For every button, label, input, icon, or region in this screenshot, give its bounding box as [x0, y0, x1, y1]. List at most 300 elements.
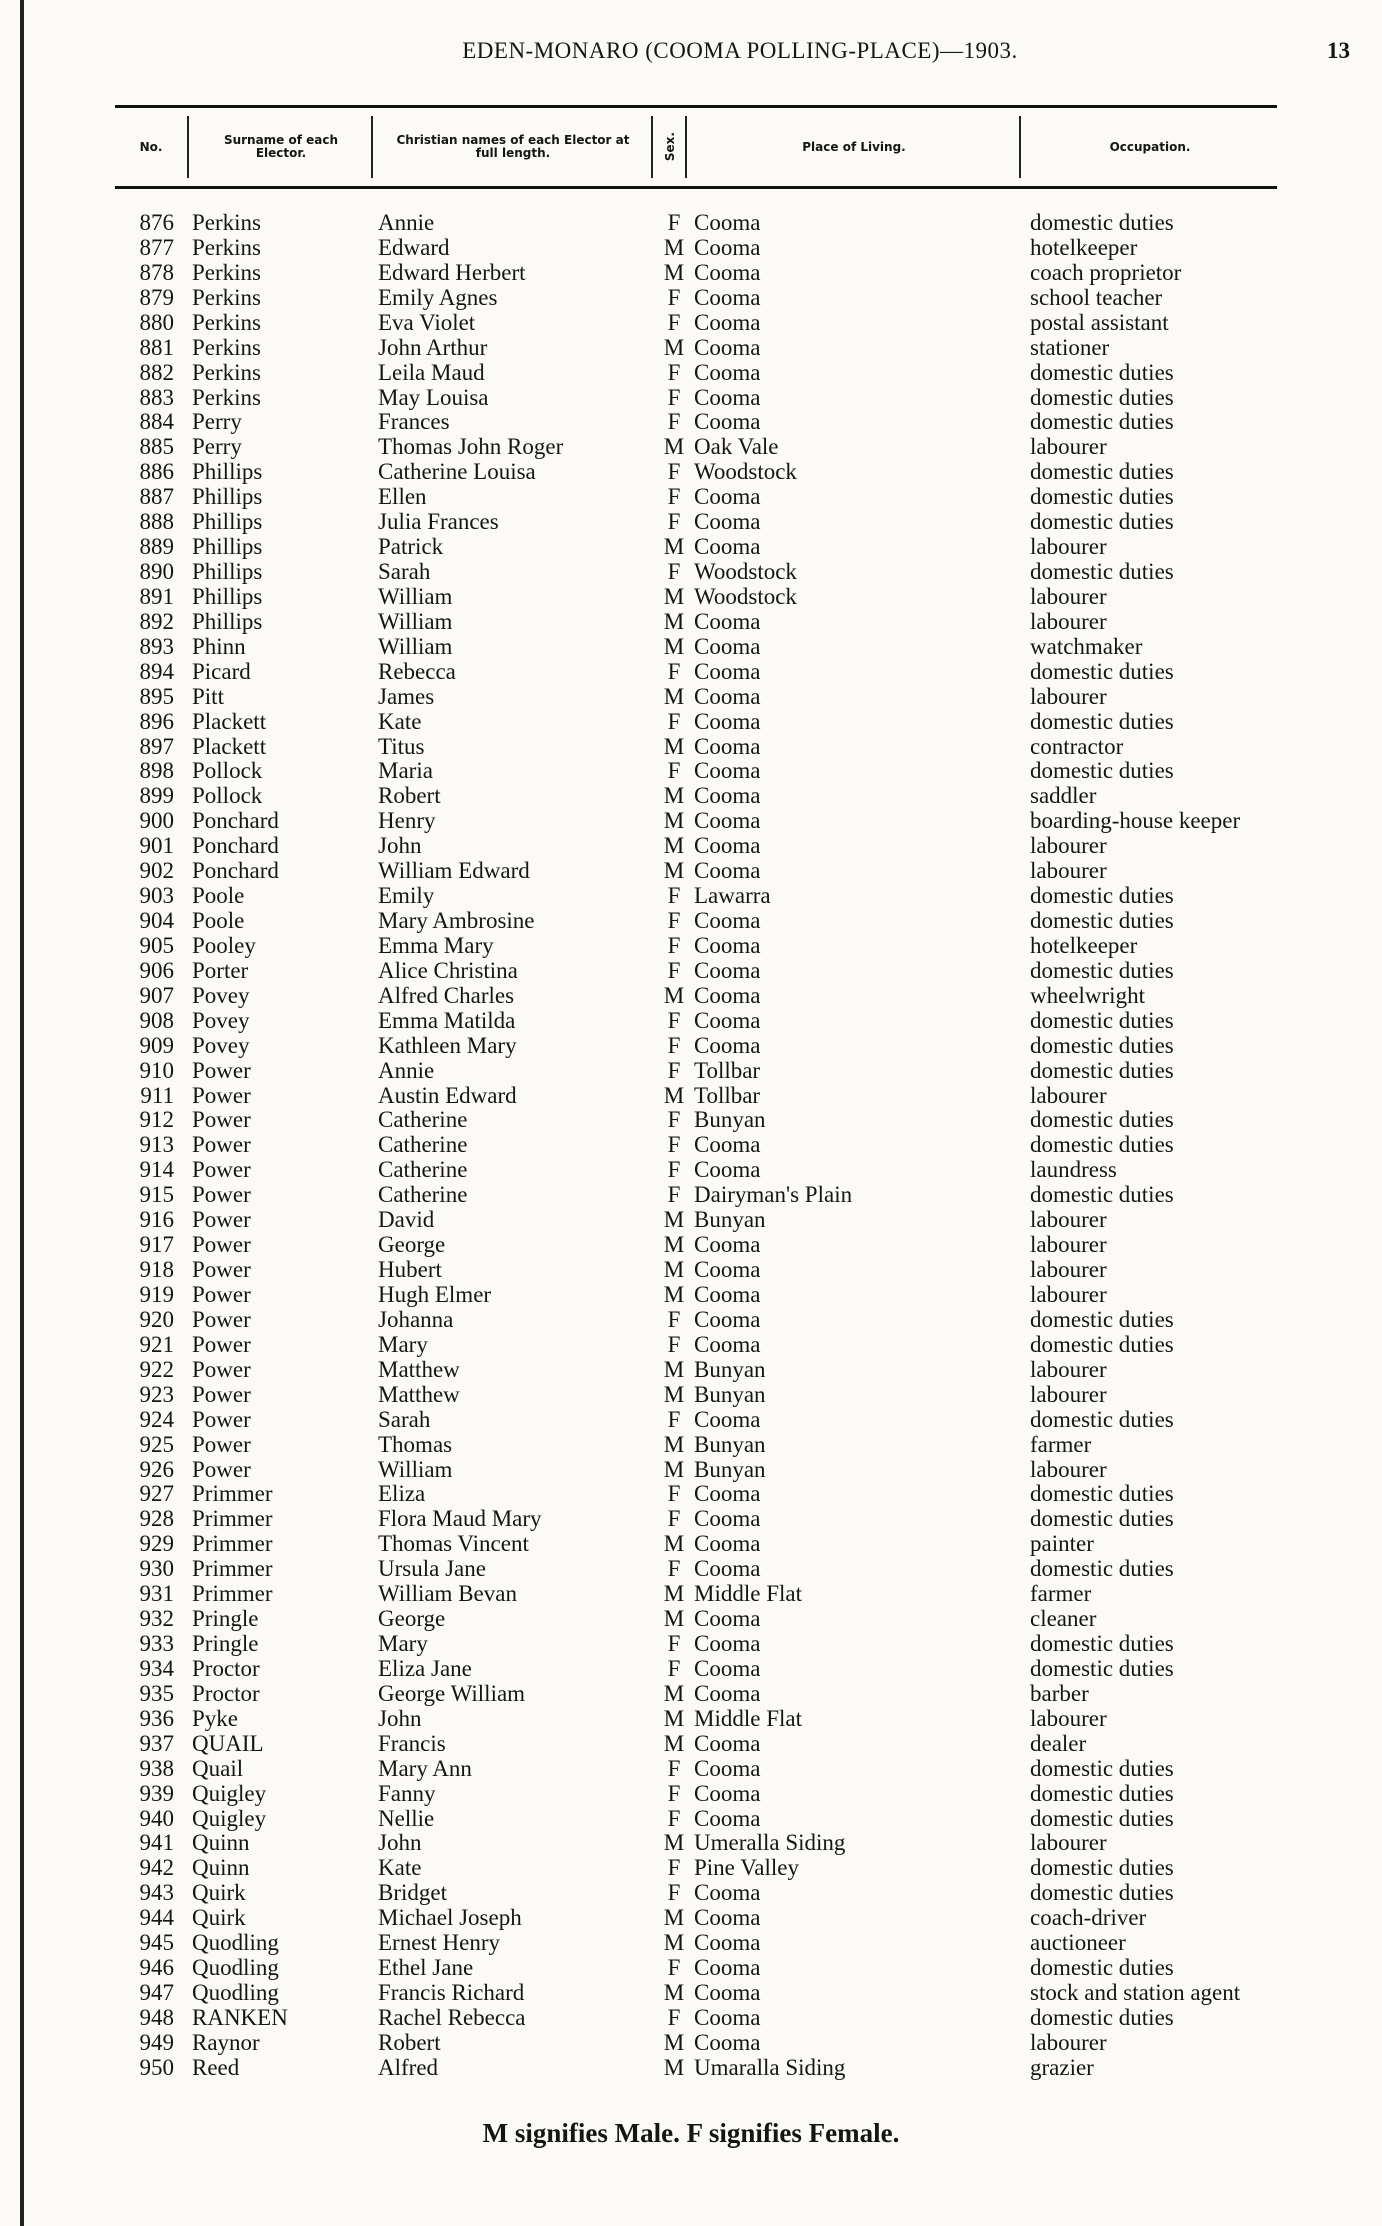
- table-row: [0, 735, 1382, 759]
- surname: Pollock: [192, 758, 263, 784]
- surname: Phinn: [192, 633, 246, 659]
- elector-number: 934: [139, 1655, 174, 1681]
- occupation: labourer: [1030, 583, 1107, 609]
- surname: Ponchard: [192, 808, 279, 834]
- surname: Povey: [192, 1032, 250, 1058]
- table-row: [0, 585, 1382, 609]
- table-row: [0, 685, 1382, 709]
- table-row: [0, 311, 1382, 335]
- occupation: stationer: [1030, 334, 1110, 360]
- table-row: [0, 1707, 1382, 1731]
- occupation: labourer: [1030, 1705, 1107, 1731]
- occupation: domestic duties: [1030, 1955, 1174, 1981]
- christian-names: William Edward: [378, 858, 530, 884]
- table-row: [0, 510, 1382, 534]
- christian-names: John: [378, 1705, 422, 1731]
- surname: Quirk: [192, 1880, 246, 1906]
- christian-names: Eva Violet: [378, 309, 476, 335]
- elector-number: 949: [139, 2029, 174, 2055]
- occupation: domestic duties: [1030, 1855, 1174, 1881]
- surname: Proctor: [192, 1680, 260, 1706]
- surname: Power: [192, 1182, 251, 1208]
- surname: Power: [192, 1157, 251, 1183]
- christian-names: William Bevan: [378, 1581, 517, 1607]
- christian-names: Nellie: [378, 1805, 435, 1831]
- elector-number: 938: [139, 1755, 174, 1781]
- christian-names: Mary Ann: [378, 1755, 472, 1781]
- christian-names: Emma Mary: [378, 932, 494, 958]
- table-row: [0, 361, 1382, 385]
- table-row: [0, 1607, 1382, 1631]
- elector-number: 910: [139, 1057, 174, 1083]
- surname: Pyke: [192, 1705, 238, 1731]
- place-of-living: Cooma: [694, 908, 761, 934]
- elector-number: 924: [139, 1406, 174, 1432]
- sex: F: [667, 210, 681, 235]
- column-divider: [1019, 116, 1021, 178]
- sex: F: [667, 932, 681, 958]
- elector-number: 903: [139, 883, 174, 909]
- surname: Poole: [192, 883, 245, 909]
- christian-names: John: [378, 1830, 422, 1856]
- sex: M: [663, 1281, 685, 1307]
- place-of-living: Cooma: [694, 1281, 761, 1307]
- table-row: [0, 1308, 1382, 1332]
- page-header: [0, 38, 1382, 78]
- christian-names: Thomas John Roger: [378, 434, 564, 460]
- surname: Picard: [192, 658, 251, 684]
- surname: Power: [192, 1331, 251, 1357]
- surname: Phillips: [192, 583, 263, 609]
- christian-names: Catherine: [378, 1132, 468, 1158]
- place-of-living: Cooma: [694, 1955, 761, 1981]
- place-of-living: Cooma: [694, 982, 761, 1008]
- christian-names: Kate: [378, 1855, 422, 1881]
- place-of-living: Cooma: [694, 1655, 761, 1681]
- surname: Plackett: [192, 708, 267, 734]
- elector-number: 879: [139, 284, 174, 310]
- place-of-living: Cooma: [694, 683, 761, 709]
- place-of-living: Cooma: [694, 1506, 761, 1532]
- christian-names: Annie: [378, 1057, 435, 1083]
- christian-names: Kathleen Mary: [378, 1032, 517, 1058]
- sex: M: [663, 1830, 685, 1856]
- table-row: [0, 1133, 1382, 1157]
- occupation: labourer: [1030, 1456, 1107, 1482]
- table-row: [0, 1333, 1382, 1357]
- occupation: wheelwright: [1030, 982, 1145, 1008]
- occupation: cleaner: [1030, 1606, 1097, 1632]
- christian-names: Mary: [378, 1331, 428, 1357]
- occupation: domestic duties: [1030, 1631, 1174, 1656]
- christian-names: Ursula Jane: [378, 1556, 486, 1582]
- place-of-living: Cooma: [694, 758, 761, 784]
- occupation: postal assistant: [1030, 309, 1169, 335]
- place-of-living: Cooma: [694, 1232, 761, 1258]
- surname: Power: [192, 1356, 251, 1382]
- place-of-living: Cooma: [694, 409, 761, 435]
- table-row: [0, 1283, 1382, 1307]
- occupation: domestic duties: [1030, 708, 1174, 734]
- sex: F: [667, 1631, 681, 1656]
- christian-names: Alfred Charles: [378, 982, 515, 1008]
- place-of-living: Cooma: [694, 1755, 761, 1781]
- christian-names: George: [378, 1606, 446, 1632]
- col-header-sex: [655, 108, 685, 186]
- christian-names: Ernest Henry: [378, 1930, 500, 1956]
- occupation: school teacher: [1030, 284, 1163, 310]
- table-row: [0, 1108, 1382, 1132]
- sex: M: [663, 982, 685, 1008]
- table-row: [0, 1831, 1382, 1855]
- occupation: domestic duties: [1030, 409, 1174, 435]
- elector-number: 933: [139, 1631, 174, 1656]
- sex: M: [663, 583, 685, 609]
- occupation: labourer: [1030, 683, 1107, 709]
- elector-number: 919: [139, 1281, 174, 1307]
- occupation: domestic duties: [1030, 2004, 1174, 2030]
- sex: M: [663, 1905, 685, 1931]
- christian-names: William: [378, 583, 453, 609]
- sex: M: [663, 1930, 685, 1956]
- sex: M: [663, 1257, 685, 1283]
- elector-number: 935: [139, 1680, 174, 1706]
- place-of-living: Cooma: [694, 509, 761, 535]
- surname: Perkins: [192, 234, 261, 260]
- place-of-living: Cooma: [694, 484, 761, 510]
- occupation: domestic duties: [1030, 559, 1174, 585]
- sex: M: [663, 1581, 685, 1607]
- surname: Primmer: [192, 1581, 273, 1607]
- sex: F: [667, 284, 681, 310]
- sex: F: [667, 1556, 681, 1582]
- place-of-living: Cooma: [694, 708, 761, 734]
- sex: M: [663, 1356, 685, 1382]
- sex: F: [667, 758, 681, 784]
- elector-number: 887: [139, 484, 174, 510]
- sex: M: [663, 534, 685, 560]
- sex: F: [667, 708, 681, 734]
- sex: M: [663, 1456, 685, 1482]
- table-row: [0, 1931, 1382, 1955]
- elector-number: 901: [139, 833, 174, 859]
- surname: Perkins: [192, 334, 261, 360]
- table-row: [0, 934, 1382, 958]
- occupation: labourer: [1030, 1830, 1107, 1856]
- christian-names: Alfred: [378, 2054, 439, 2080]
- elector-number: 894: [139, 658, 174, 684]
- elector-number: 898: [139, 758, 174, 784]
- occupation: boarding-house keeper: [1030, 808, 1241, 834]
- occupation: labourer: [1030, 1356, 1107, 1382]
- table-row: [0, 410, 1382, 434]
- elector-number: 893: [139, 633, 174, 659]
- sex: F: [667, 1306, 681, 1332]
- col-header-christian-names: Christian names of each Elector at full length.: [396, 133, 630, 160]
- sex: M: [663, 434, 685, 460]
- surname: Primmer: [192, 1556, 273, 1582]
- elector-number: 923: [139, 1381, 174, 1407]
- place-of-living: Bunyan: [694, 1381, 766, 1407]
- sex: F: [667, 908, 681, 934]
- surname: Quail: [192, 1755, 244, 1781]
- occupation: domestic duties: [1030, 1057, 1174, 1083]
- sex: M: [663, 733, 685, 759]
- surname: Power: [192, 1057, 251, 1083]
- sex: F: [667, 1780, 681, 1806]
- elector-number: 896: [139, 708, 174, 734]
- occupation: labourer: [1030, 608, 1107, 634]
- surname: Power: [192, 1456, 251, 1482]
- occupation: domestic duties: [1030, 1780, 1174, 1806]
- sex: M: [663, 683, 685, 709]
- surname: Power: [192, 1406, 251, 1432]
- table-row: [0, 1208, 1382, 1232]
- table-row: [0, 1358, 1382, 1382]
- column-divider: [371, 116, 373, 178]
- christian-names: Patrick: [378, 534, 444, 560]
- christian-names: Ethel Jane: [378, 1955, 474, 1981]
- surname: QUAIL: [192, 1730, 264, 1756]
- place-of-living: Cooma: [694, 1905, 761, 1931]
- sex: F: [667, 1506, 681, 1532]
- table-row: [0, 2031, 1382, 2055]
- table-row: [0, 959, 1382, 983]
- sex: M: [663, 2054, 685, 2080]
- occupation: grazier: [1030, 2054, 1094, 2080]
- table-row: [0, 535, 1382, 559]
- table-row: [0, 386, 1382, 410]
- surname: Phillips: [192, 608, 263, 634]
- surname: Plackett: [192, 733, 267, 759]
- place-of-living: Cooma: [694, 1880, 761, 1906]
- sex: F: [667, 2004, 681, 2030]
- table-row: [0, 1383, 1382, 1407]
- table-row: [0, 834, 1382, 858]
- sex: M: [663, 2029, 685, 2055]
- sex: M: [663, 259, 685, 285]
- surname: Pooley: [192, 932, 256, 958]
- elector-number: 922: [139, 1356, 174, 1382]
- surname: Power: [192, 1431, 251, 1457]
- place-of-living: Lawarra: [694, 883, 771, 909]
- place-of-living: Cooma: [694, 1805, 761, 1831]
- table-row: [0, 1433, 1382, 1457]
- surname: Perkins: [192, 359, 261, 385]
- surname: Perkins: [192, 284, 261, 310]
- christian-names: William: [378, 608, 453, 634]
- sex: F: [667, 384, 681, 410]
- occupation: labourer: [1030, 434, 1107, 460]
- occupation: domestic duties: [1030, 1755, 1174, 1781]
- elector-number: 950: [139, 2054, 174, 2080]
- surname: Power: [192, 1281, 251, 1307]
- surname: Perkins: [192, 259, 261, 285]
- table-row: [0, 1956, 1382, 1980]
- elector-number: 932: [139, 1606, 174, 1632]
- elector-number: 908: [139, 1007, 174, 1033]
- christian-names: Hubert: [378, 1257, 442, 1283]
- table-row: [0, 884, 1382, 908]
- place-of-living: Cooma: [694, 858, 761, 884]
- surname: Primmer: [192, 1531, 273, 1557]
- place-of-living: Cooma: [694, 1980, 761, 2006]
- table-row: [0, 1408, 1382, 1432]
- place-of-living: Cooma: [694, 1157, 761, 1183]
- christian-names: Rachel Rebecca: [378, 2004, 526, 2030]
- table-row: [0, 1532, 1382, 1556]
- christian-names: Thomas: [378, 1431, 453, 1457]
- table-row: [0, 560, 1382, 584]
- christian-names: Alice Christina: [378, 957, 518, 983]
- place-of-living: Cooma: [694, 2004, 761, 2030]
- elector-number: 937: [139, 1730, 174, 1756]
- place-of-living: Tollbar: [694, 1057, 761, 1083]
- christian-names: Robert: [378, 2029, 441, 2055]
- sex: F: [667, 957, 681, 983]
- place-of-living: Cooma: [694, 1531, 761, 1557]
- table-row: [0, 211, 1382, 235]
- sex: M: [663, 1980, 685, 2006]
- christian-names: Rebecca: [378, 658, 456, 684]
- table-row: [0, 1657, 1382, 1681]
- surname: Raynor: [192, 2029, 260, 2055]
- occupation: labourer: [1030, 1257, 1107, 1283]
- occupation: painter: [1030, 1531, 1094, 1557]
- surname: Power: [192, 1132, 251, 1158]
- christian-names: James: [378, 683, 435, 709]
- occupation: labourer: [1030, 2029, 1107, 2055]
- sex: M: [663, 608, 685, 634]
- sex: M: [663, 808, 685, 834]
- elector-number: 946: [139, 1955, 174, 1981]
- sex: F: [667, 1331, 681, 1357]
- surname: Pringle: [192, 1606, 259, 1632]
- sex: F: [667, 1955, 681, 1981]
- elector-number: 944: [139, 1905, 174, 1931]
- sex-legend: M signifies Male. F signifies Female.: [482, 2118, 900, 2148]
- elector-number: 928: [139, 1506, 174, 1532]
- place-of-living: Bunyan: [694, 1207, 766, 1233]
- christian-names: Maria: [378, 758, 433, 784]
- elector-number: 895: [139, 683, 174, 709]
- place-of-living: Cooma: [694, 2029, 761, 2055]
- occupation: domestic duties: [1030, 1655, 1174, 1681]
- elector-number: 947: [139, 1980, 174, 2006]
- elector-number: 899: [139, 783, 174, 809]
- elector-number: 897: [139, 733, 174, 759]
- occupation: coach proprietor: [1030, 259, 1182, 285]
- sex: M: [663, 1207, 685, 1233]
- occupation: domestic duties: [1030, 658, 1174, 684]
- elector-number: 883: [139, 384, 174, 410]
- table-row: [0, 1632, 1382, 1656]
- sex: M: [663, 234, 685, 260]
- surname: Povey: [192, 982, 250, 1008]
- place-of-living: Cooma: [694, 957, 761, 983]
- elector-number: 911: [140, 1082, 174, 1108]
- place-of-living: Umeralla Siding: [694, 1830, 846, 1856]
- table-row: [0, 610, 1382, 634]
- sex: F: [667, 1057, 681, 1083]
- surname: Perry: [192, 409, 242, 435]
- occupation: domestic duties: [1030, 1481, 1174, 1507]
- place-of-living: Bunyan: [694, 1107, 766, 1133]
- occupation: barber: [1030, 1680, 1089, 1706]
- table-row: [0, 1782, 1382, 1806]
- sex: F: [667, 658, 681, 684]
- table-row: [0, 1856, 1382, 1880]
- column-divider: [651, 116, 653, 178]
- surname: Phillips: [192, 484, 263, 510]
- sex: M: [663, 1082, 685, 1108]
- occupation: domestic duties: [1030, 210, 1174, 235]
- elector-number: 905: [139, 932, 174, 958]
- christian-names: Catherine: [378, 1182, 468, 1208]
- surname: Power: [192, 1082, 251, 1108]
- table-row: [0, 1557, 1382, 1581]
- place-of-living: Cooma: [694, 359, 761, 385]
- surname: Quigley: [192, 1805, 267, 1831]
- sex: F: [667, 1655, 681, 1681]
- surname: Ponchard: [192, 858, 279, 884]
- occupation: domestic duties: [1030, 1506, 1174, 1532]
- surname: Perkins: [192, 210, 261, 235]
- table-row: [0, 1906, 1382, 1930]
- sex: F: [667, 1182, 681, 1208]
- surname: Pringle: [192, 1631, 259, 1656]
- table-row: [0, 1034, 1382, 1058]
- occupation: watchmaker: [1030, 633, 1143, 659]
- sex: F: [667, 409, 681, 435]
- table-row: [0, 635, 1382, 659]
- occupation: domestic duties: [1030, 1182, 1174, 1208]
- christian-names: Matthew: [378, 1356, 460, 1382]
- sex: F: [667, 1755, 681, 1781]
- surname: Quodling: [192, 1955, 279, 1981]
- place-of-living: Cooma: [694, 1007, 761, 1033]
- sex: F: [667, 309, 681, 335]
- place-of-living: Middle Flat: [694, 1705, 802, 1731]
- sex: M: [663, 1730, 685, 1756]
- table-row: [0, 1881, 1382, 1905]
- surname: Power: [192, 1232, 251, 1258]
- occupation: hotelkeeper: [1030, 932, 1138, 958]
- occupation: domestic duties: [1030, 1007, 1174, 1033]
- table-row: [0, 435, 1382, 459]
- elector-number: 881: [139, 334, 174, 360]
- table-row: [0, 1482, 1382, 1506]
- place-of-living: Cooma: [694, 633, 761, 659]
- surname: Quirk: [192, 1905, 246, 1931]
- table-row: [0, 1732, 1382, 1756]
- place-of-living: Cooma: [694, 334, 761, 360]
- surname: Phillips: [192, 509, 263, 535]
- column-divider: [685, 116, 687, 178]
- christian-names: Kate: [378, 708, 422, 734]
- sex: M: [663, 783, 685, 809]
- page-number: 13: [1327, 38, 1350, 63]
- sex: M: [663, 1680, 685, 1706]
- occupation: auctioneer: [1030, 1930, 1126, 1956]
- sex: M: [663, 1531, 685, 1557]
- christian-names: John Arthur: [378, 334, 488, 360]
- christian-names: Ellen: [378, 484, 427, 510]
- place-of-living: Cooma: [694, 210, 761, 235]
- sex: F: [667, 1481, 681, 1507]
- surname: Perry: [192, 434, 242, 460]
- elector-number: 927: [139, 1481, 174, 1507]
